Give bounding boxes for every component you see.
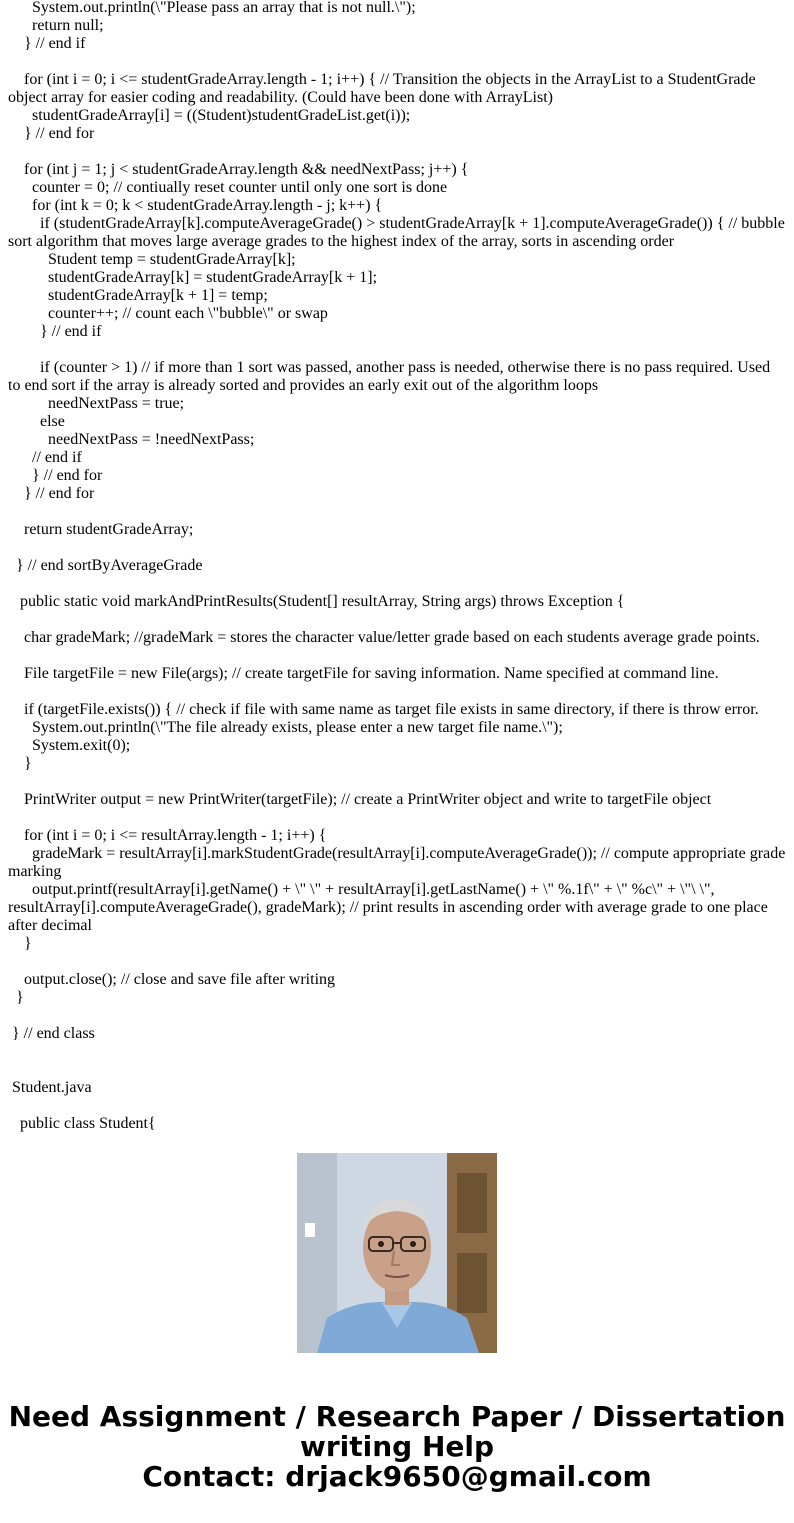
code-line: for (int i = 0; i <= resultArray.length - 1; i++) {	[8, 827, 327, 844]
code-line	[8, 503, 786, 521]
code-line: return studentGradeArray;	[8, 521, 194, 538]
code-line: needNextPass = !needNextPass;	[8, 431, 255, 448]
code-line	[8, 953, 786, 971]
code-line: public class Student{	[8, 1115, 156, 1132]
code-line: } // end for	[8, 485, 95, 502]
code-line: needNextPass = true;	[8, 395, 185, 412]
code-line	[8, 341, 786, 359]
code-line	[8, 143, 786, 161]
code-line	[8, 1007, 786, 1025]
code-line	[8, 611, 786, 629]
code-listing	[8, 0, 790, 1133]
code-line: }	[8, 755, 32, 772]
code-line: gradeMark = resultArray[i].markStudentGrade(resultArray[i].computeAverageGrade()); // compute appropriate grade marking	[8, 845, 790, 880]
code-line	[8, 773, 786, 791]
code-line: if (targetFile.exists()) { // check if file with same name as target file exists in same directory, if there is throw error.	[8, 701, 759, 718]
code-line	[8, 53, 786, 71]
code-line: counter = 0; // contiually reset counter until only one sort is done	[8, 179, 448, 196]
code-line: studentGradeArray[k] = studentGradeArray[k + 1];	[8, 269, 378, 286]
code-line: }	[8, 989, 24, 1006]
promo-section	[0, 1122, 794, 1523]
code-line: for (int k = 0; k < studentGradeArray.length - j; k++) {	[8, 197, 383, 214]
promo-message	[0, 1402, 794, 1492]
code-line	[8, 647, 786, 665]
code-line: studentGradeArray[k + 1] = temp;	[8, 287, 268, 304]
code-line: File targetFile = new File(args); // create targetFile for saving information. Name specified at command line.	[8, 665, 719, 682]
code-line: if (studentGradeArray[k].computeAverageGrade() > studentGradeArray[k + 1].computeAverageGrade()) { // bubble sort algorithm that moves large average grades to the highest index of the array, sorts in ascending order	[8, 215, 789, 250]
code-line	[8, 683, 786, 701]
code-line	[8, 1043, 786, 1061]
code-line: else	[8, 413, 65, 430]
promo-contact: Contact: drjack9650@gmail.com	[142, 1460, 652, 1493]
code-line: // end if	[8, 449, 82, 466]
code-line: for (int i = 0; i <= studentGradeArray.length - 1; i++) { // Transition the objects in the ArrayList to a StudentGrade object array for easier coding and readability. (Could have been done with ArrayList)	[8, 71, 760, 106]
code-line: }	[8, 935, 32, 952]
code-line: } // end class	[8, 1025, 95, 1042]
code-line: System.out.println(\"The file already exists, please enter a new target file name.\");	[8, 719, 563, 736]
code-line	[8, 1097, 786, 1115]
code-line: } // end sortByAverageGrade	[8, 557, 203, 574]
code-line: } // end if	[8, 35, 86, 52]
author-photo-avatar	[297, 1153, 497, 1353]
code-line	[8, 1061, 786, 1079]
code-line	[8, 575, 786, 593]
code-line: } // end for	[8, 467, 103, 484]
promo-headline: Need Assignment / Research Paper / Dissertation writing Help	[8, 1400, 786, 1463]
code-line: Student.java	[8, 1079, 92, 1096]
code-line: output.close(); // close and save file after writing	[8, 971, 336, 988]
code-line	[8, 809, 786, 827]
code-line: public static void markAndPrintResults(Student[] resultArray, String args) throws Exception {	[8, 593, 625, 610]
code-line	[8, 539, 786, 557]
code-line: } // end if	[8, 323, 102, 340]
code-line: char gradeMark; //gradeMark = stores the character value/letter grade based on each students average grade points.	[8, 629, 760, 646]
code-line: output.printf(resultArray[i].getName() + \" \" + resultArray[i].getLastName() + \" %.1f\" + \" %c\" + \"\ \", resultArray[i].computeAverageGrade(), gradeMark); // print results in ascending order with average grade to one place after decimal	[8, 881, 772, 934]
code-line: } // end for	[8, 125, 95, 142]
code-line: return null;	[8, 17, 104, 34]
code-line: System.exit(0);	[8, 737, 131, 754]
code-line: Student temp = studentGradeArray[k];	[8, 251, 296, 268]
code-line: counter++; // count each \"bubble\" or swap	[8, 305, 328, 322]
code-line: studentGradeArray[i] = ((Student)studentGradeList.get(i));	[8, 107, 411, 124]
code-line: System.out.println(\"Please pass an array that is not null.\");	[8, 0, 416, 16]
code-line: PrintWriter output = new PrintWriter(targetFile); // create a PrintWriter object and write to targetFile object	[8, 791, 712, 808]
code-line: if (counter > 1) // if more than 1 sort was passed, another pass is needed, otherwise there is no pass required. Used to end sort if the array is already sorted and provides an early exit out of the algorithm loops	[8, 359, 775, 394]
person-photo-icon	[297, 1153, 497, 1353]
code-line: for (int j = 1; j < studentGradeArray.length && needNextPass; j++) {	[8, 161, 469, 178]
